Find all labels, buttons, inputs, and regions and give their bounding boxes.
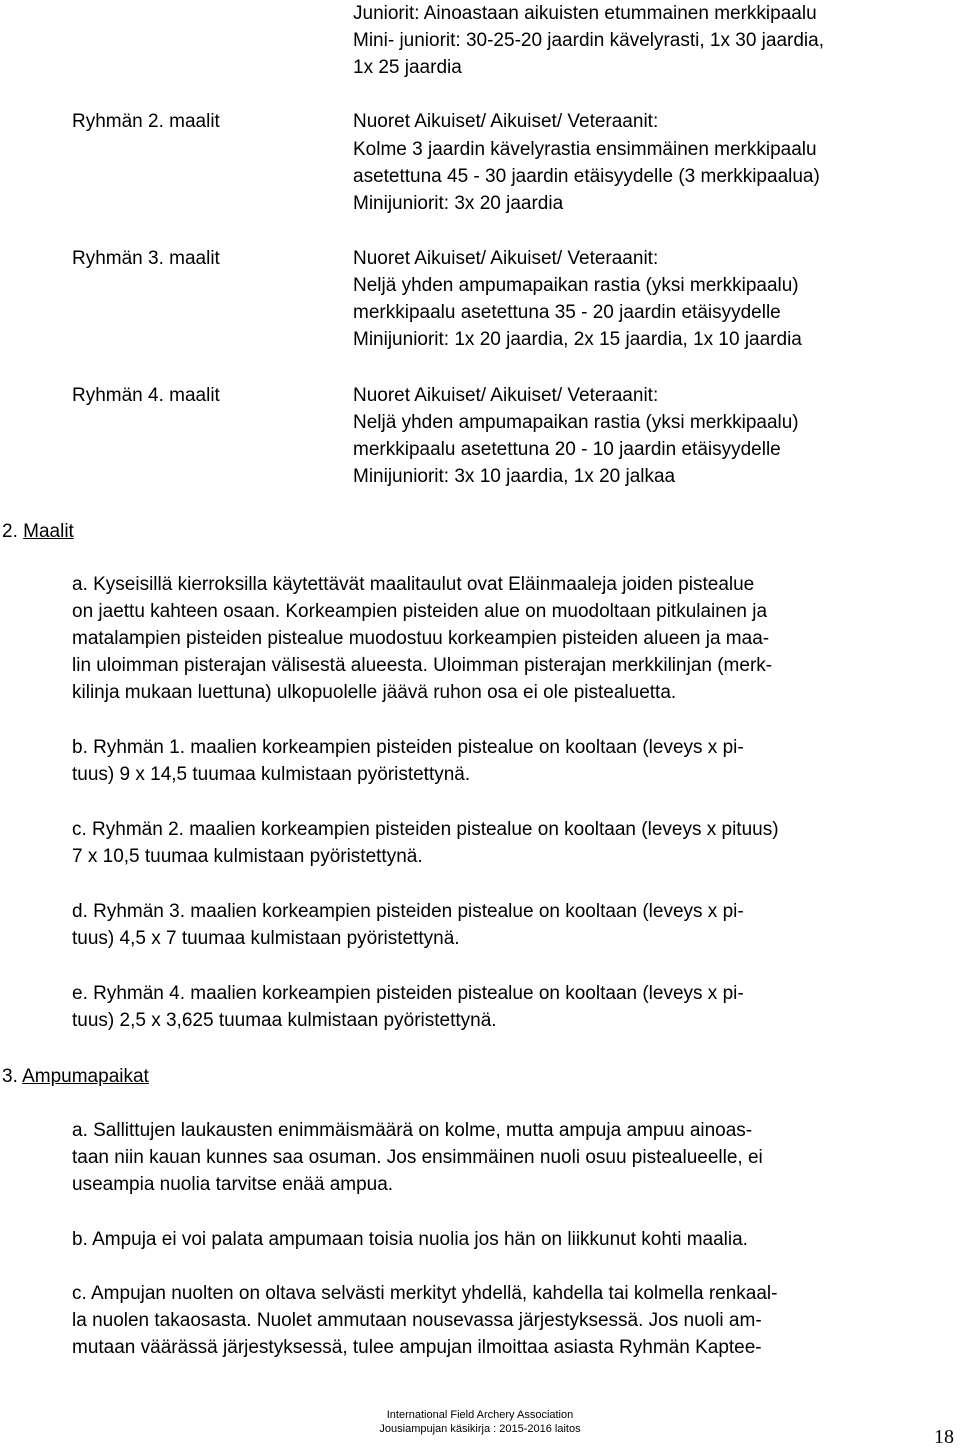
group2-line: Nuoret Aikuiset/ Aikuiset/ Veteraanit:	[353, 111, 659, 132]
section3-c-line: mutaan väärässä järjestyksessä, tulee ampujan ilmoittaa asiasta Ryhmän Kaptee-	[72, 1337, 762, 1358]
section2-a-line: a. Kyseisillä kierroksilla käytettävät maalitaulut ovat Eläinmaaleja joiden pistealue	[72, 574, 755, 595]
section2-number: 2.	[2, 521, 18, 542]
group3-line: Nuoret Aikuiset/ Aikuiset/ Veteraanit:	[353, 248, 659, 269]
page-number: 18	[934, 1426, 954, 1448]
section3-number: 3.	[2, 1066, 18, 1087]
section2-heading	[2, 518, 74, 546]
section2-d-line: tuus) 4,5 x 7 tuumaa kulmistaan pyöristettynä.	[72, 928, 460, 949]
section2-b-line: b. Ryhmän 1. maalien korkeampien pisteiden pistealue on kooltaan (leveys x pi-	[72, 737, 744, 758]
juniors-line: Juniorit: Ainoastaan aikuisten etummainen merkkipaalu	[353, 3, 817, 24]
section2-d-line: d. Ryhmän 3. maalien korkeampien pisteiden pistealue on kooltaan (leveys x pi-	[72, 901, 744, 922]
footer-org: International Field Archery Association	[386, 1409, 574, 1421]
section3-a-line: useampia nuolia tarvitse enää ampua.	[72, 1174, 394, 1195]
section2-e-line: tuus) 2,5 x 3,625 tuumaa kulmistaan pyöristettynä.	[72, 1010, 497, 1031]
group3-line: merkkipaalu asetettuna 35 - 20 jaardin etäisyydelle	[353, 302, 781, 323]
section3-a-line: taan niin kauan kunnes saa osuman. Jos ensimmäinen nuoli osuu pistealueelle, ei	[72, 1147, 763, 1168]
section3-title: Ampumapaikat	[22, 1066, 149, 1087]
group3-label: Ryhmän 3. maalit	[72, 248, 220, 269]
footer-doc: Jousiampujan käsikirja : 2015-2016 laitos	[379, 1423, 581, 1435]
section3-c-line: la nuolen takaosasta. Nuolet ammutaan nousevassa järjestyksessä. Jos nuoli am-	[72, 1310, 762, 1331]
section2-a-line: kilinja mukaan luettuna) ulkopuolelle jäävä ruhon osa ei ole pistealuetta.	[72, 682, 677, 703]
section2-c-line: 7 x 10,5 tuumaa kulmistaan pyöristettynä.	[72, 846, 423, 867]
group4-line: Minijuniorit: 3x 10 jaardia, 1x 20 jalkaa	[353, 466, 676, 487]
group2-line: asetettuna 45 - 30 jaardin etäisyydelle (3 merkkipaalua)	[353, 166, 820, 187]
group4-line: Neljä yhden ampumapaikan rastia (yksi merkkipaalu)	[353, 412, 799, 433]
minijuniors-line-cont: 1x 25 jaardia	[353, 57, 462, 78]
minijuniors-line: Mini- juniorit: 30-25-20 jaardin kävelyrasti, 1x 30 jaardia,	[353, 30, 825, 51]
section3-c-line: c. Ampujan nuolten on oltava selvästi merkityt yhdellä, kahdella tai kolmella renkaal-	[72, 1283, 778, 1304]
section2-a-line: on jaettu kahteen osaan. Korkeampien pisteiden alue on muodoltaan pitkulainen ja	[72, 601, 768, 622]
group4-label: Ryhmän 4. maalit	[72, 385, 220, 406]
group2-line: Minijuniorit: 3x 20 jaardia	[353, 193, 564, 214]
section2-c-line: c. Ryhmän 2. maalien korkeampien pisteiden pistealue on kooltaan (leveys x pituus)	[72, 819, 779, 840]
group3-line: Minijuniorit: 1x 20 jaardia, 2x 15 jaardia, 1x 10 jaardia	[353, 329, 802, 350]
group2-label: Ryhmän 2. maalit	[72, 111, 220, 132]
section3-b-line: b. Ampuja ei voi palata ampumaan toisia nuolia jos hän on liikkunut kohti maalia.	[72, 1229, 748, 1250]
group3-line: Neljä yhden ampumapaikan rastia (yksi merkkipaalu)	[353, 275, 799, 296]
section3-heading	[2, 1063, 149, 1091]
section3-a-line: a. Sallittujen laukausten enimmäismäärä on kolme, mutta ampuja ampuu ainoas-	[72, 1120, 753, 1141]
section2-title: Maalit	[23, 521, 74, 542]
section2-a-line: matalampien pisteiden pistealue muodostuu korkeampien pisteiden alueen ja maa-	[72, 628, 770, 649]
section2-e-line: e. Ryhmän 4. maalien korkeampien pisteiden pistealue on kooltaan (leveys x pi-	[72, 983, 744, 1004]
group2-line: Kolme 3 jaardin kävelyrastia ensimmäinen merkkipaalu	[353, 139, 817, 160]
section2-a-line: lin uloimman pisterajan välisestä alueesta. Uloimman pisterajan merkkilinjan (merk-	[72, 655, 773, 676]
group4-line: merkkipaalu asetettuna 20 - 10 jaardin etäisyydelle	[353, 439, 781, 460]
group4-line: Nuoret Aikuiset/ Aikuiset/ Veteraanit:	[353, 385, 659, 406]
section2-b-line: tuus) 9 x 14,5 tuumaa kulmistaan pyöristettynä.	[72, 764, 471, 785]
